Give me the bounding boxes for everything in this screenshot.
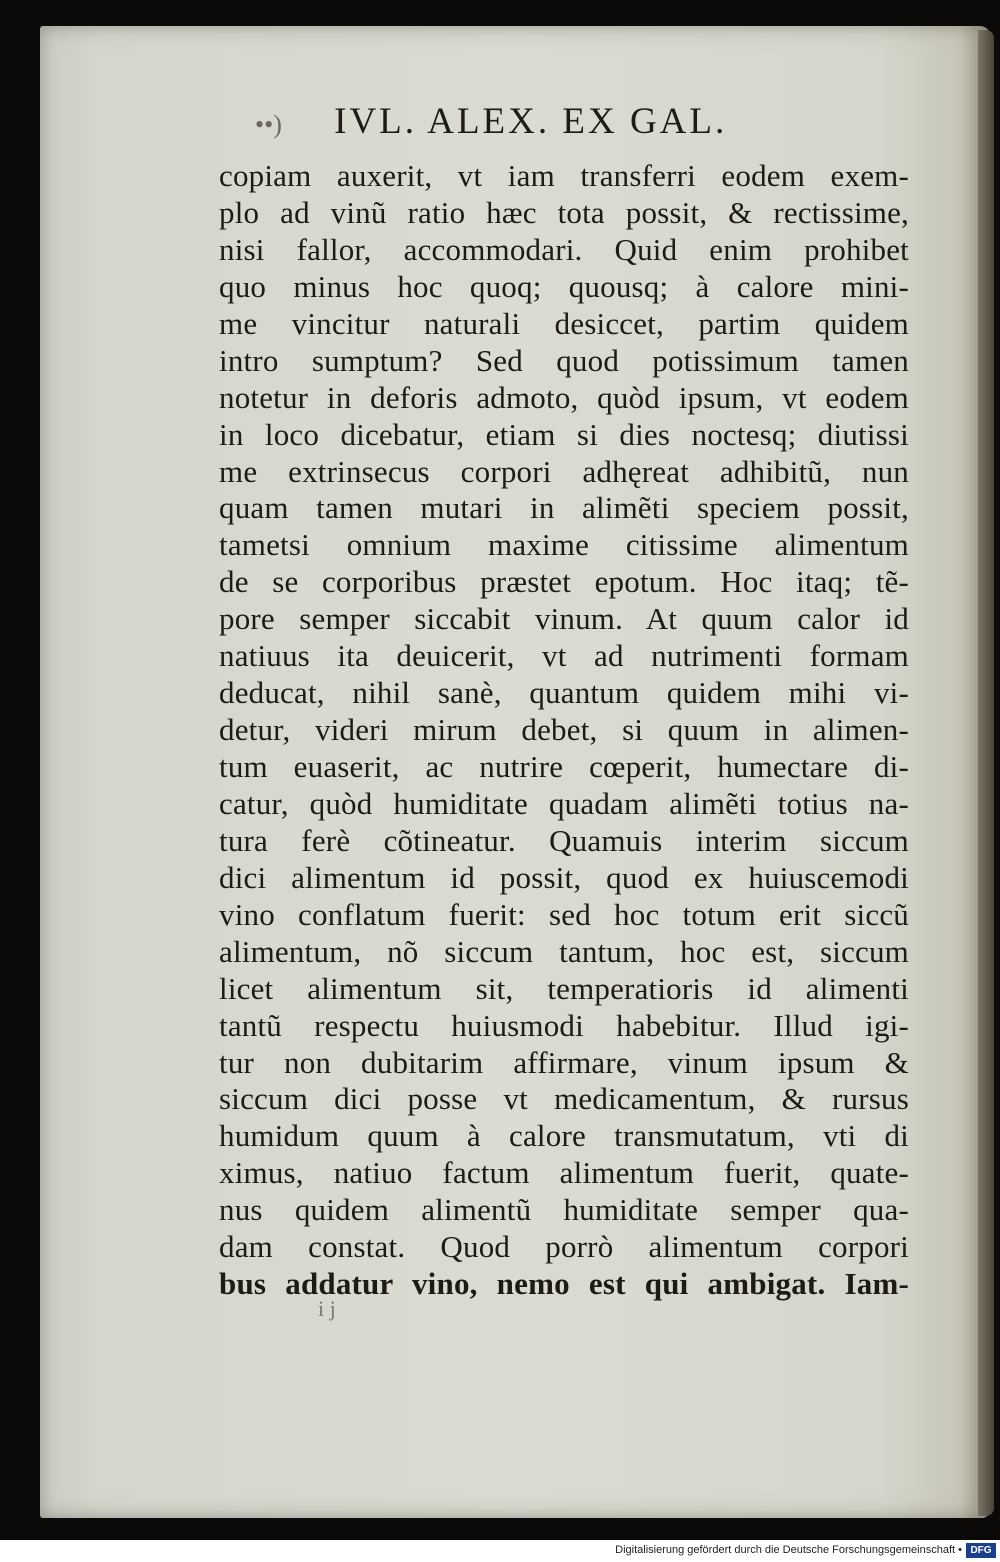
- text-line: deducat, nihil sanè, quantum quidem mihi vi-: [219, 675, 909, 711]
- text-line-last: bus addatur vino, nemo est qui ambigat. Iam-: [219, 1266, 909, 1302]
- text-line: nus quidem alimentũ humiditate semper qua-: [219, 1192, 909, 1228]
- text-line: in loco dicebatur, etiam si dies noctesq; diutissi: [219, 416, 909, 452]
- text-line: alimentum, nõ siccum tantum, hoc est, siccum: [219, 933, 909, 969]
- dfg-logo-icon[interactable]: DFG: [966, 1543, 996, 1558]
- text-line: tur non dubitarim affirmare, vinum ipsum &: [219, 1044, 909, 1080]
- text-line: plo ad vinũ ratio hæc tota possit, & rectissime,: [219, 194, 909, 230]
- text-line: tametsi omnium maxime citissime alimentum: [219, 527, 909, 563]
- text-line: tura ferè cõtineatur. Quamuis interim siccum: [219, 822, 909, 858]
- text-line: catur, quòd humiditate quadam alimẽti totius na-: [219, 785, 909, 821]
- footer-bar: [0, 1540, 1000, 1562]
- text-line: notetur in deforis admoto, quòd ipsum, vt eodem: [219, 379, 909, 415]
- text-line: copiam auxerit, vt iam transferri eodem exem-: [219, 158, 909, 193]
- running-head: [255, 100, 815, 146]
- text-line: tantũ respectu huiusmodi habebitur. Illud igi-: [219, 1007, 909, 1043]
- text-line: siccum dici posse vt medicamentum, & rursus: [219, 1081, 909, 1117]
- text-line: vino conflatum fuerit: sed hoc totum erit siccũ: [219, 896, 909, 932]
- text-line: pore semper siccabit vinum. At quum calor id: [219, 601, 909, 637]
- text-line: intro sumptum? Sed quod potissimum tamen: [219, 342, 909, 378]
- signature-mark: i j: [318, 1296, 336, 1321]
- text-line: licet alimentum sit, temperatioris id alimenti: [219, 970, 909, 1006]
- text-line: dam constat. Quod porrò alimentum corpori: [219, 1229, 909, 1265]
- body-text: [219, 158, 909, 1303]
- text-line: de se corporibus præstet epotum. Hoc itaq; tẽ-: [219, 564, 909, 600]
- running-head-ornament: ••): [255, 110, 282, 139]
- funding-credit[interactable]: Digitalisierung gefördert durch die Deutsche Forschungsgemeinschaft •: [615, 1544, 962, 1556]
- text-line: ximus, natiuo factum alimentum fuerit, quate-: [219, 1155, 909, 1191]
- text-line: quo minus hoc quoq; quousq; à calore mini-: [219, 268, 909, 304]
- page-edge: [978, 30, 994, 1516]
- text-line: me extrinsecus corpori adhęreat adhibitũ, nun: [219, 453, 909, 489]
- text-line: me vincitur naturali desiccet, partim quidem: [219, 305, 909, 341]
- text-line: nisi fallor, accommodari. Quid enim prohibet: [219, 231, 909, 267]
- text-line: quam tamen mutari in alimẽti speciem possit,: [219, 490, 909, 526]
- text-line: dici alimentum id possit, quod ex huiuscemodi: [219, 859, 909, 895]
- running-head-text: IVL. ALEX. EX GAL.: [334, 101, 728, 142]
- text-line: natiuus ita deuicerit, vt ad nutrimenti formam: [219, 638, 909, 674]
- text-line: detur, videri mirum debet, si quum in alimen-: [219, 712, 909, 748]
- text-line: humidum quum à calore transmutatum, vti di: [219, 1118, 909, 1154]
- text-line: tum euaserit, ac nutrire cœperit, humectare di-: [219, 749, 909, 784]
